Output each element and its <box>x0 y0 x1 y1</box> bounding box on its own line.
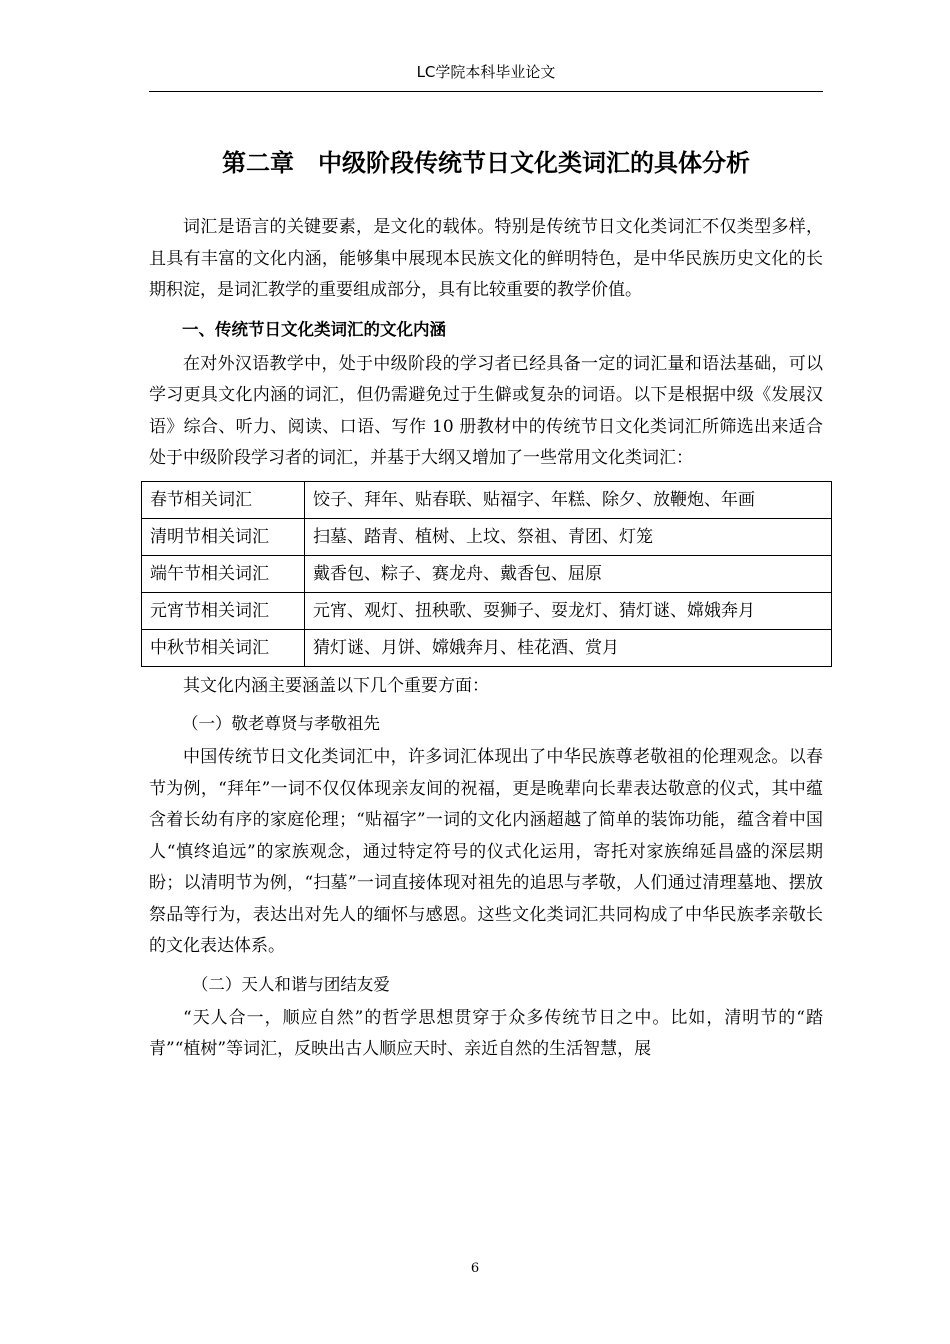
vocabulary-table <box>141 481 832 667</box>
words-cell: 猜灯谜、月饼、嫦娥奔月、桂花酒、赏月 <box>305 629 832 666</box>
running-header: LC学院本科毕业论文 <box>416 63 556 81</box>
subsection-heading-1: （一）敬老尊贤与孝敬祖先 <box>182 714 380 733</box>
category-cell: 清明节相关词汇 <box>142 518 305 555</box>
category-cell: 中秋节相关词汇 <box>142 629 305 666</box>
category-cell: 春节相关词汇 <box>142 481 305 518</box>
words-cell: 饺子、拜年、贴春联、贴福字、年糕、除夕、放鞭炮、年画 <box>305 481 832 518</box>
section-paragraph: 在对外汉语教学中，处于中级阶段的学习者已经具备一定的词汇量和语法基础，可以学习更具文化内涵的词汇，但仍需避免过于生僻或复杂的词语。以下是根据中级《发展汉语》综合、听力、阅读、口语、写作 10 册教材中的传统节日文化类词汇所筛选出来适合处于中级阶段学习者的词汇，并基于大纲又增加了一些常用文化类词汇： <box>149 353 823 468</box>
words-cell: 戴香包、粽子、赛龙舟、戴香包、屈原 <box>305 555 832 592</box>
category-cell: 端午节相关词汇 <box>142 555 305 592</box>
body-content <box>149 212 823 1072</box>
words-cell: 元宵、观灯、扭秧歌、耍狮子、耍龙灯、猜灯谜、嫦娥奔月 <box>305 592 832 629</box>
table-row <box>142 629 832 666</box>
chapter-title: 第二章 中级阶段传统节日文化类词汇的具体分析 <box>222 149 750 177</box>
table-row <box>142 518 832 555</box>
subsection-heading-2: （二）天人和谐与团结友爱 <box>191 974 390 994</box>
subsection-paragraph-1: 中国传统节日文化类词汇中，许多词汇体现出了中华民族尊老敬祖的伦理观念。以春节为例，“拜年”一词不仅仅体现亲友间的祝福，更是晚辈向长辈表达敬意的仪式，其中蕴含着长幼有序的家庭伦理；“贴福字”一词的文化内涵超越了简单的装饰功能，蕴含着中国人“慎终追远”的家族观念，通过特定符号的仪式化运用，寄托对家族绵延昌盛的深层期盼；以清明节为例，“扫墓”一词直接体现对祖先的追思与孝敬，人们通过清理墓地、摆放祭品等行为，表达出对先人的缅怀与感恩。这些文化类词汇共同构成了中华民族孝亲敬长的文化表达体系。 <box>149 747 823 956</box>
section-heading: 一、传统节日文化类词汇的文化内涵 <box>182 319 446 339</box>
words-cell: 扫墓、踏青、植树、上坟、祭祖、青团、灯笼 <box>305 518 832 555</box>
header-rule <box>149 91 823 92</box>
table-row <box>142 592 832 629</box>
page-number: 6 <box>470 1261 480 1276</box>
subsection-paragraph-2: “天人合一，顺应自然”的哲学思想贯穿于众多传统节日之中。比如，清明节的“踏青”“植树”等词汇，反映出古人顺应天时、亲近自然的生活智慧，展 <box>149 1007 823 1059</box>
table-row <box>142 555 832 592</box>
category-cell: 元宵节相关词汇 <box>142 592 305 629</box>
intro-paragraph: 词汇是语言的关键要素，是文化的载体。特别是传统节日文化类词汇不仅类型多样，且具有丰富的文化内涵，能够集中展现本民族文化的鲜明特色，是中华民族历史文化的长期积淀，是词汇教学的重要组成部分，具有比较重要的教学价值。 <box>149 217 823 300</box>
table-row <box>142 481 832 518</box>
after-table-paragraph: 其文化内涵主要涵盖以下几个重要方面： <box>183 675 489 696</box>
